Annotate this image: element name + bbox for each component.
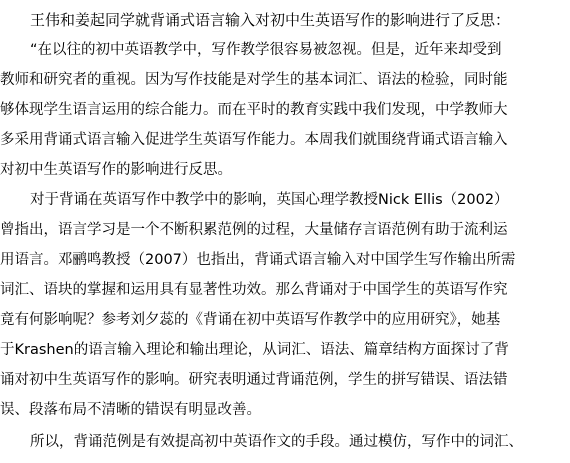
paragraph-line: 曾指出，语言学习是一个不断积累范例的过程，大量储存言语范例有助于流利运 (0, 222, 508, 238)
heading-line: 王伟和姜起同学就背诵式语言输入对初中生英语写作的影响进行了反思： (30, 11, 511, 29)
quote-line: 够体现学生语言运用的综合能力。而在平时的教育实践中我们发现，中学教师大 (0, 102, 508, 118)
quote-line: “在以往的初中英语教学中，写作教学很容易被忽视。但是，近年来却受到 (30, 42, 502, 58)
quote-line: 多采用背诵式语言输入促进学生英语写作能力。本周我们就围绕背诵式语言输入 (0, 132, 508, 148)
paragraph-line: 所以，背诵范例是有效提高初中英语作文的手段。通过模仿，写作中的词汇、 (30, 434, 523, 450)
quote-line: 教师和研究者的重视。因为写作技能是对学生的基本词汇、语法的检验，同时能 (0, 72, 508, 88)
paragraph-line: 于Krashen的语言输入理论和输出理论，从词汇、语法、篇章结构方面探讨了背 (0, 342, 509, 358)
paragraph-line: 竟有何影响呢？参考刘夕蕊的《背诵在初中英语写作教学中的应用研究》，她基 (0, 312, 501, 328)
paragraph-line: 对于背诵在英语写作中教学中的影响，英国心理学教授Nick Ellis（2002） (30, 192, 509, 208)
paragraph-line: 诵对初中生英语写作的影响。研究表明通过背诵范例，学生的拼写错误、语法错 (0, 372, 508, 388)
paragraph-line: 用语言。邓鹂鸣教授（2007）也指出，背诵式语言输入对中国学生写作输出所需 (0, 252, 516, 268)
quote-line: 对初中生英语写作的影响进行反思。 (0, 162, 232, 178)
paragraph-line: 词汇、语块的掌握和运用具有显著性功效。那么背诵对于中国学生的英语写作究 (0, 282, 508, 298)
paragraph-line: 误、段落布局不清晰的错误有明显改善。 (0, 402, 261, 418)
